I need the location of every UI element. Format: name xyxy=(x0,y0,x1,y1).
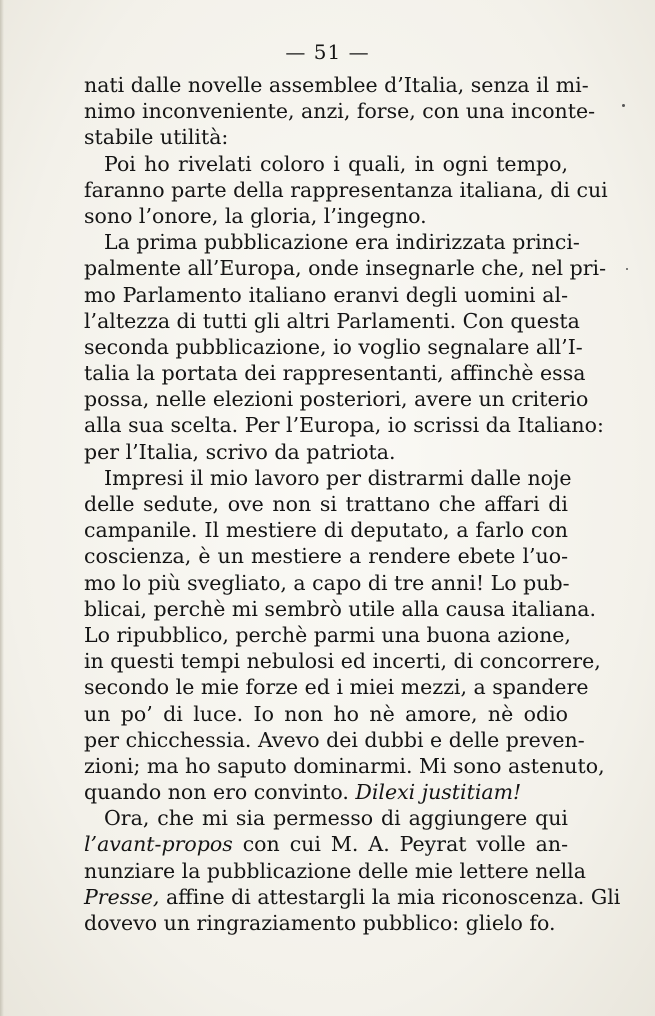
text-line: nimo inconveniente, anzi, forse, con una inconte- xyxy=(84,99,596,124)
text-line: un po’ di luce. Io non ho nè amore, nè odio xyxy=(84,701,568,726)
text-run: affine di attestargli la mia riconoscenza. Gli xyxy=(159,884,621,909)
text-line: per l’Italia, scrivo da patriota. xyxy=(84,439,396,464)
text-line: Ora, che mi sia permesso di aggiungere qui xyxy=(104,806,568,831)
text-line: alla sua scelta. Per l’Europa, io scrissi da Italiano: xyxy=(84,413,604,438)
text-line xyxy=(84,831,568,857)
text-line: sono l’onore, la gloria, l’ingegno. xyxy=(84,203,427,228)
paragraph-3 xyxy=(84,229,607,465)
text-line: coscienza, è un mestiere a rendere ebete l’uo- xyxy=(84,544,568,569)
paragraph-2 xyxy=(84,151,608,230)
text-line: stabile utilità: xyxy=(84,125,229,150)
text-line: blicai, perchè mi sembrò utile alla causa italiana. xyxy=(84,596,597,621)
text-line: palmente all’Europa, onde insegnarle che, nel pri- xyxy=(84,256,607,281)
text-run: con cui M. A. Peyrat volle an- xyxy=(232,832,568,857)
paper-speck xyxy=(622,104,625,107)
text-line: faranno parte della rappresentanza italiana, di cui xyxy=(84,177,608,202)
italic-term: l’avant-propos xyxy=(84,832,233,857)
text-line: seconda pubblicazione, io voglio segnalare all’I- xyxy=(84,334,583,359)
text-line: possa, nelle elezioni posteriori, avere un criterio xyxy=(84,387,589,412)
paragraph-5 xyxy=(84,805,621,936)
text-line: secondo le mie forze ed i miei mezzi, a spandere xyxy=(84,675,589,700)
body-text xyxy=(84,72,621,936)
text-line: campanile. Il mestiere di deputato, a farlo con xyxy=(84,518,568,543)
text-line: Impresi il mio lavoro per distrarmi dalle noje xyxy=(104,465,572,490)
text-line: nunziare la pubblicazione delle mie lettere nella xyxy=(84,858,586,883)
text-line: talia la portata dei rappresentanti, affinchè essa xyxy=(84,361,586,386)
text-line: dovevo un ringraziamento pubblico: glielo fo. xyxy=(84,911,556,935)
text-line: per chicchessia. Avevo dei dubbi e delle preven- xyxy=(84,727,585,752)
text-line: in questi tempi nebulosi ed incerti, di concorrere, xyxy=(84,649,601,674)
text-line: La prima pubblicazione era indirizzata princi- xyxy=(104,230,580,255)
paragraph-1 xyxy=(84,72,596,151)
text-line: Lo ripubblico, perchè parmi una buona azione, xyxy=(84,622,571,647)
text-line: mo lo più svegliato, a capo di tre anni! Lo pub- xyxy=(84,570,570,595)
newspaper-title: Presse, xyxy=(84,884,160,909)
text-line: mo Parlamento italiano eranvi degli uomini al- xyxy=(84,282,568,307)
text-line xyxy=(84,884,621,910)
page-number: — 51 — xyxy=(285,40,370,64)
page-left-edge-shadow xyxy=(0,0,4,1016)
paragraph-4 xyxy=(84,465,605,805)
text-line: delle sedute, ove non si trattano che affari di xyxy=(84,492,568,516)
text-line: nati dalle novelle assemblee d’Italia, senza il mi- xyxy=(84,73,589,97)
text-line: zioni; ma ho saputo dominarmi. Mi sono astenuto, xyxy=(84,753,605,778)
text-run: quando non ero convinto. xyxy=(84,780,356,805)
text-line: Poi ho rivelati coloro i quali, in ogni tempo, xyxy=(104,151,568,176)
text-line: l’altezza di tutti gli altri Parlamenti. Con questa xyxy=(84,308,580,333)
paper-speck xyxy=(626,268,628,270)
latin-quote: Dilexi justitiam! xyxy=(355,780,522,805)
text-line xyxy=(84,779,568,805)
